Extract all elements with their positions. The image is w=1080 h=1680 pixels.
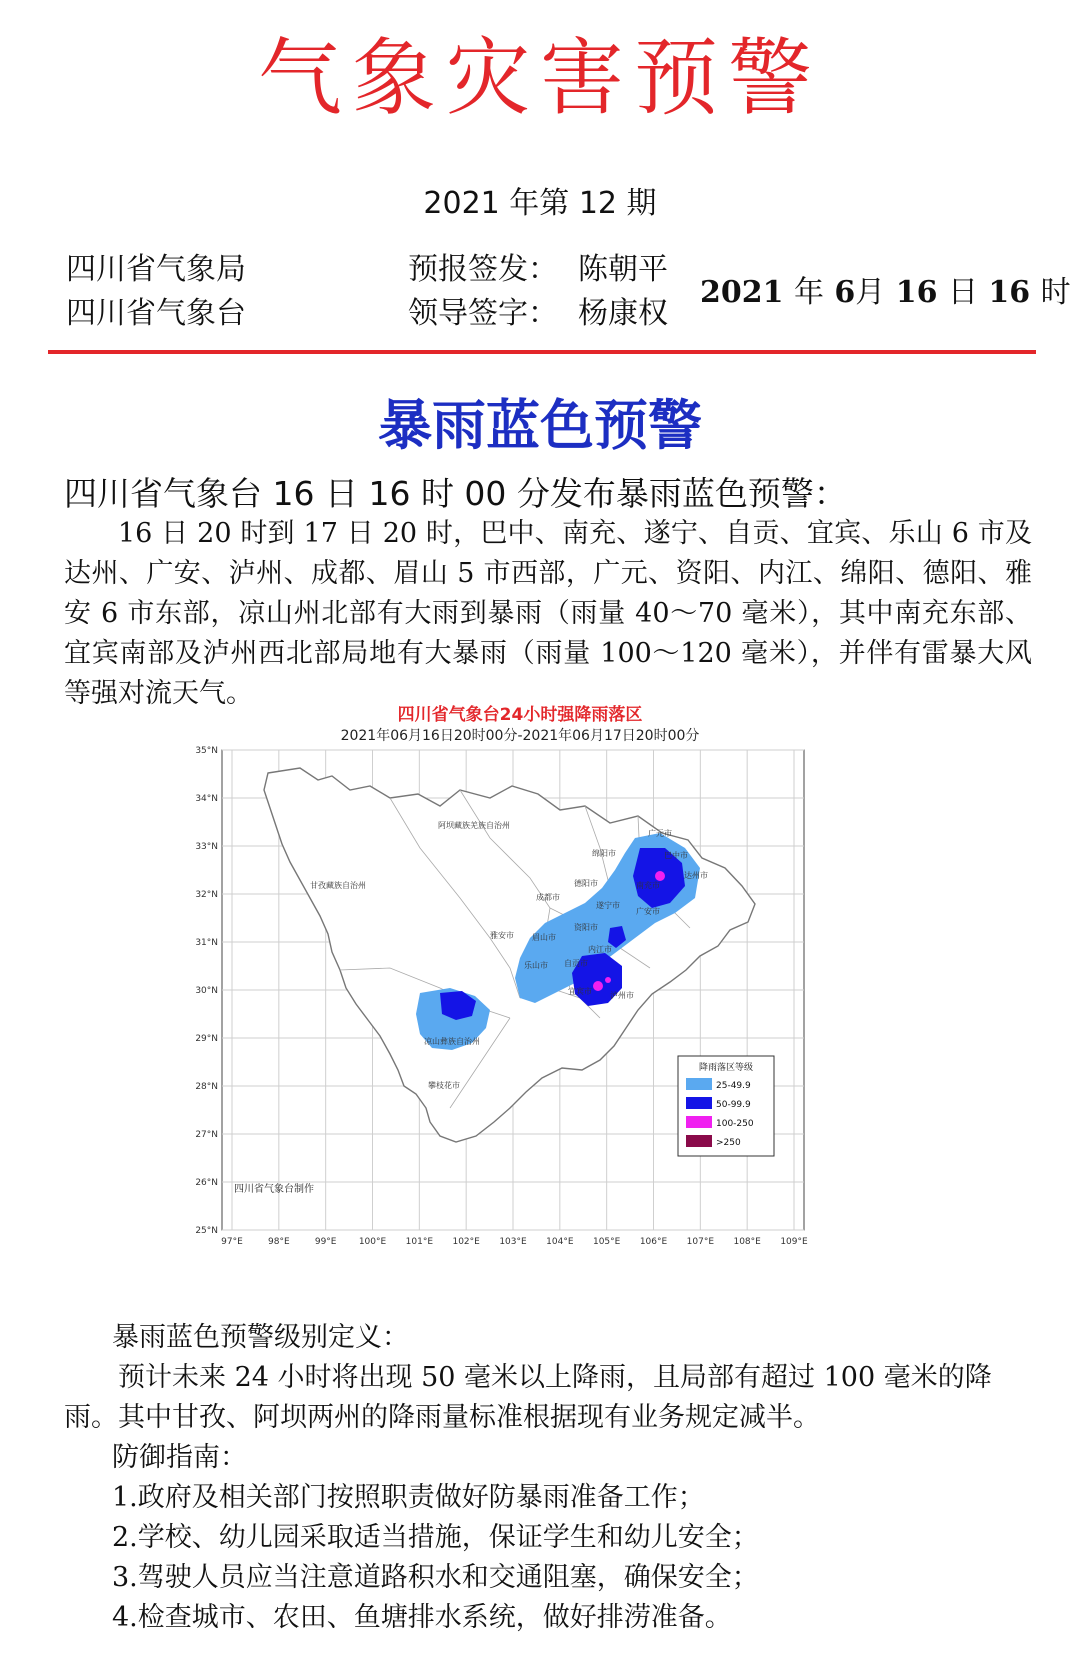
- guide-item-2: 2.学校、幼儿园采取适当措施，保证学生和幼儿安全；: [112, 1522, 759, 1553]
- label-meishan: 眉山市: [532, 933, 556, 942]
- map-credit: 四川省气象台制作: [234, 1184, 314, 1195]
- definition-heading: 暴雨蓝色预警级别定义：: [112, 1322, 409, 1353]
- lon-tick-label: 105°E: [592, 1237, 621, 1247]
- map-title: 四川省气象台24小时强降雨落区: [397, 705, 643, 725]
- legend-swatch: [686, 1078, 712, 1090]
- date-year: 2021: [700, 275, 784, 310]
- label-panzhihua: 攀枝花市: [428, 1081, 460, 1090]
- lon-tick-label: 97°E: [221, 1237, 243, 1247]
- label-chengdu: 成都市: [536, 893, 560, 902]
- label-bazhong: 巴中市: [664, 851, 688, 860]
- warning-subtitle: 四川省气象台 16 日 16 时 00 分发布暴雨蓝色预警：: [64, 474, 847, 513]
- label-yibin: 宜宾市: [568, 987, 592, 996]
- lon-tick-label: 103°E: [499, 1237, 527, 1247]
- lat-tick-label: 27°N: [195, 1130, 218, 1140]
- org-bureau: 四川省气象局: [66, 252, 246, 287]
- legend-swatch: [686, 1135, 712, 1147]
- warning-title: 暴雨蓝色预警: [378, 394, 702, 457]
- issue-date: [700, 271, 1071, 315]
- date-day: 16: [895, 275, 938, 310]
- lat-tick-label: 26°N: [195, 1178, 218, 1188]
- document-title: 气象灾害预警: [257, 29, 822, 127]
- lat-tick-label: 35°N: [195, 746, 218, 756]
- label-ziyang: 资阳市: [574, 923, 598, 932]
- lon-labels: [221, 1237, 808, 1247]
- legend-swatch: [686, 1116, 712, 1128]
- guide-item-4: 4.检查城市、农田、鱼塘排水系统，做好排涝准备。: [112, 1602, 732, 1633]
- label-dazhou: 达州市: [684, 871, 708, 880]
- legend-label: >250: [716, 1138, 741, 1148]
- lat-tick-label: 28°N: [195, 1082, 218, 1092]
- label-yaan: 雅安市: [490, 931, 514, 940]
- label-zigong: 自贡市: [564, 959, 588, 968]
- lon-tick-label: 99°E: [314, 1237, 337, 1247]
- lon-tick-label: 101°E: [405, 1237, 434, 1247]
- lon-tick-label: 106°E: [639, 1237, 668, 1247]
- legend-swatch: [686, 1097, 712, 1109]
- signature-names: [578, 248, 668, 336]
- lat-tick-label: 29°N: [195, 1034, 218, 1044]
- label-luzhou: 泸州市: [610, 991, 634, 1000]
- legend-label: 100-250: [716, 1119, 754, 1129]
- label-nanchong: 南充市: [636, 881, 660, 890]
- label-suining: 遂宁市: [596, 901, 620, 910]
- date-year-unit: 年: [793, 275, 824, 310]
- lon-tick-label: 102°E: [452, 1237, 480, 1247]
- definition-text: 预计未来 24 小时将出现 50 毫米以上降雨，且局部有超过 100 毫米的降雨。其中甘孜、阿坝两州的降雨量标准根据现有业务规定减半。: [64, 1362, 992, 1433]
- leader-signer-label: 领导签字：: [408, 296, 558, 331]
- lat-tick-label: 34°N: [195, 794, 218, 804]
- rainfall-map-svg: [190, 698, 890, 1268]
- lon-tick-label: 108°E: [733, 1237, 761, 1247]
- issue-number: 2021 年第 12 期: [423, 186, 657, 221]
- leader-signer-name: 杨康权: [578, 296, 668, 331]
- lat-tick-label: 32°N: [195, 890, 218, 900]
- signature-labels: [408, 248, 558, 336]
- lat-tick-label: 31°N: [195, 938, 218, 948]
- lat-tick-label: 30°N: [195, 986, 218, 996]
- lon-tick-label: 109°E: [780, 1237, 808, 1247]
- date-hour: 16: [988, 275, 1031, 310]
- lat-tick-label: 25°N: [195, 1226, 218, 1236]
- lon-tick-label: 98°E: [268, 1237, 290, 1247]
- lat-labels: [195, 746, 218, 1236]
- legend-title: 降雨落区等级: [698, 1063, 754, 1073]
- warning-body: 16 日 20 时到 17 日 20 时，巴中、南充、遂宁、自贡、宜宾、乐山 6 市及达州、广安、泸州、成都、眉山 5 市西部，广元、资阳、内江、绵阳、德阳、雅安 6 市东部，凉山州北部有大雨到暴雨（雨量 40～70 毫米），其中南充东部、宜宾南部及泸州西北部局地有大暴雨（雨量 100～120 毫米），并伴有雷暴大风等强对流天气。: [64, 518, 1032, 709]
- legend-label: 50-99.9: [716, 1100, 751, 1110]
- rainfall-map: [190, 698, 890, 1268]
- guide-heading: 防御指南：: [112, 1442, 247, 1473]
- label-guangyuan: 广元市: [648, 829, 672, 838]
- forecast-signer-name: 陈朝平: [578, 252, 668, 287]
- date-day-unit: 日: [947, 275, 978, 310]
- map-subtitle: 2021年06月16日20时00分-2021年06月17日20时00分: [340, 728, 700, 744]
- lon-tick-label: 100°E: [358, 1237, 387, 1247]
- label-aba: 阿坝藏族羌族自治州: [438, 821, 510, 830]
- date-hour-unit: 时: [1040, 275, 1071, 310]
- label-liangshan: 凉山彝族自治州: [424, 1037, 480, 1046]
- issuing-organizations: [66, 248, 246, 336]
- lon-tick-label: 107°E: [686, 1237, 715, 1247]
- org-observatory: 四川省气象台: [66, 296, 246, 331]
- guide-item-3: 3.驾驶人员应当注意道路积水和交通阻塞，确保安全；: [112, 1562, 759, 1593]
- header-divider: [48, 350, 1036, 354]
- date-month: 6: [834, 275, 856, 310]
- forecast-signer-label: 预报签发：: [408, 252, 558, 287]
- map-legend: [678, 1056, 774, 1156]
- label-mianyang: 绵阳市: [592, 849, 616, 858]
- legend-label: 25-49.9: [716, 1081, 751, 1091]
- label-neijiang: 内江市: [588, 945, 612, 954]
- label-guangan: 广安市: [636, 907, 660, 916]
- lon-tick-label: 104°E: [546, 1237, 574, 1247]
- label-deyang: 德阳市: [574, 879, 598, 888]
- label-ganzi: 甘孜藏族自治州: [310, 881, 366, 890]
- guide-item-1: 1.政府及相关部门按照职责做好防暴雨准备工作；: [112, 1482, 705, 1513]
- date-month-unit: 月: [855, 275, 886, 310]
- label-leshan: 乐山市: [524, 961, 548, 970]
- lat-tick-label: 33°N: [195, 842, 218, 852]
